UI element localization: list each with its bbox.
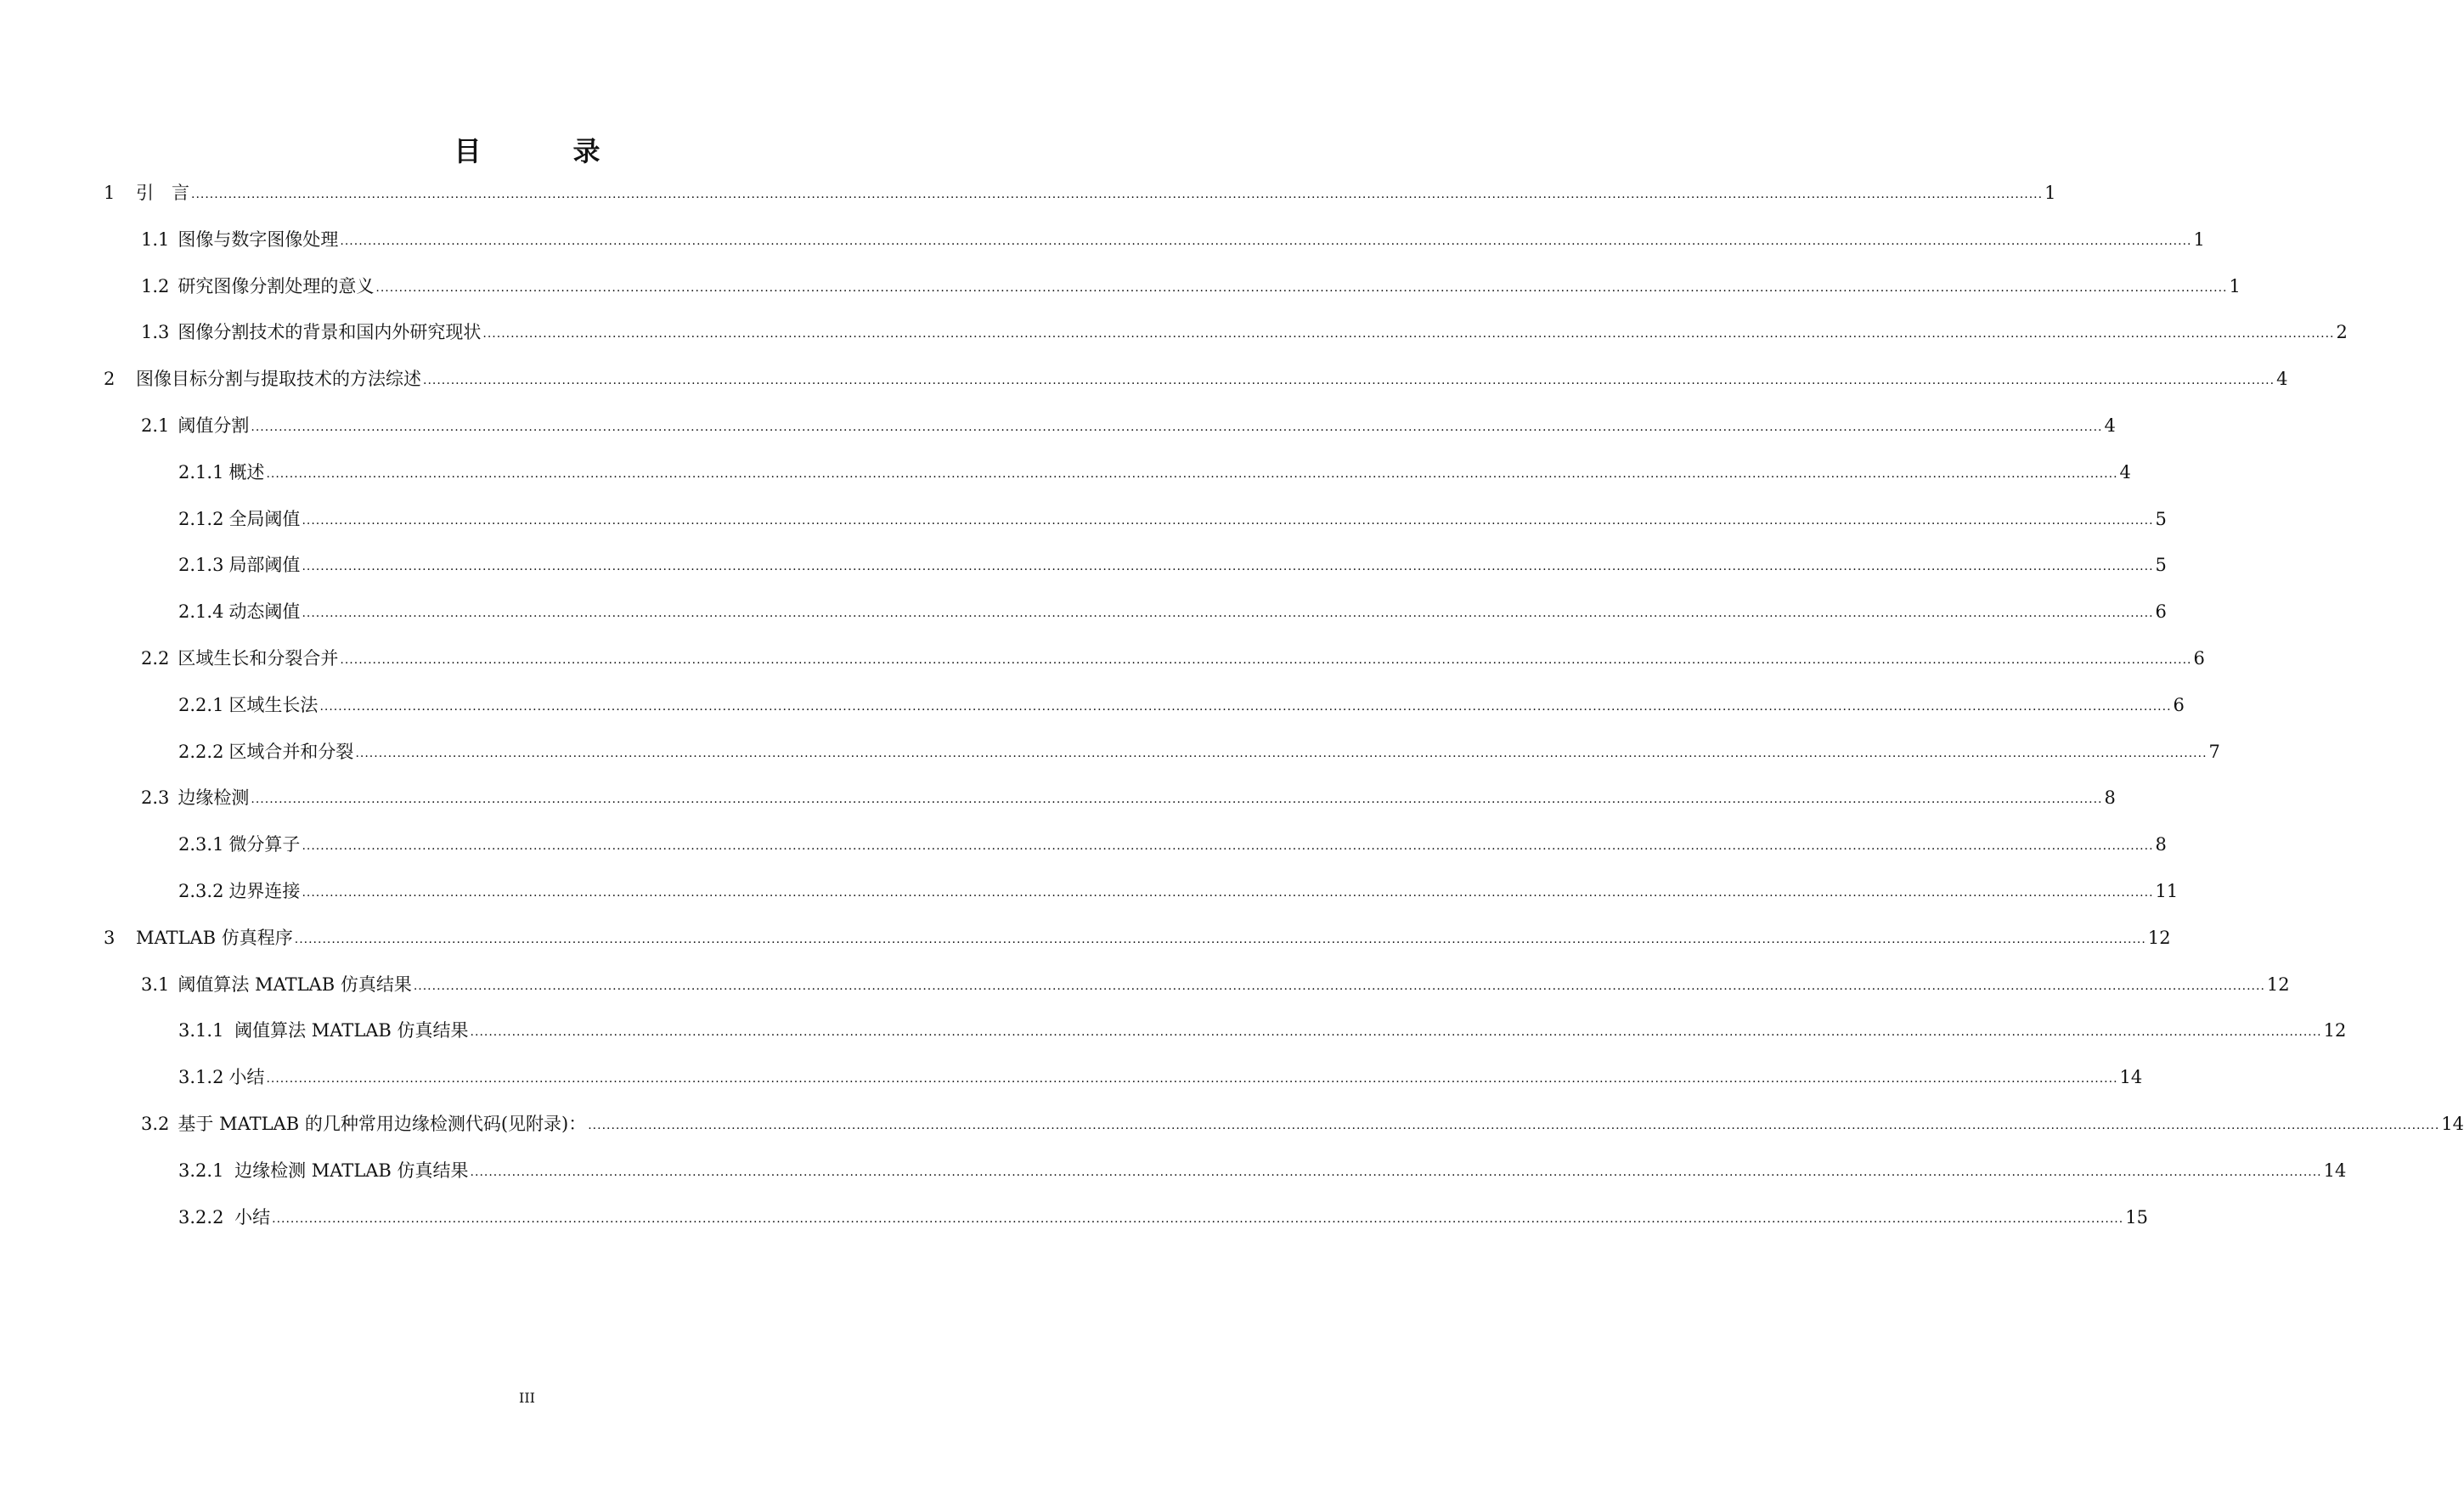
toc-entry[interactable] — [178, 1199, 2148, 1228]
toc-entry-title: MATLAB 仿真程序 — [136, 927, 293, 948]
toc-entry-number: 3.1.2 — [178, 1067, 224, 1088]
toc-entry-page-number: 1 — [2044, 183, 2056, 203]
toc-entry-number: 1 — [104, 183, 116, 203]
toc-entry[interactable] — [178, 594, 2167, 623]
toc-entry[interactable] — [104, 175, 2056, 204]
toc-entry-number: 2.2 — [141, 648, 170, 669]
toc-dot-leader: ................................................................................................................................................................................................................................................................................................................................................................................................................ — [319, 699, 2172, 714]
toc-entry[interactable] — [104, 920, 2171, 949]
toc-entry-page-number: 11 — [2155, 881, 2179, 901]
toc-dot-leader: ................................................................................................................................................................................................................................................................................................................................................................................................................ — [413, 979, 2265, 993]
toc-entry-number: 2.1.3 — [178, 555, 224, 576]
toc-dot-leader: ................................................................................................................................................................................................................................................................................................................................................................................................................ — [470, 1165, 2322, 1179]
toc-entry-page-number: 14 — [2323, 1160, 2347, 1181]
toc-entry[interactable] — [178, 501, 2167, 530]
toc-entry-page-number: 5 — [2155, 508, 2167, 529]
toc-dot-leader: ................................................................................................................................................................................................................................................................................................................................................................................................................ — [266, 1072, 2118, 1086]
toc-entry-title: 边缘检测 MATLAB 仿真结果 — [228, 1160, 469, 1181]
toc-entry-page-number: 15 — [2125, 1206, 2148, 1228]
toc-dot-leader: ................................................................................................................................................................................................................................................................................................................................................................................................................ — [302, 607, 2154, 621]
toc-title: 目 录 — [454, 135, 633, 167]
toc-entry-title: 微分算子 — [228, 834, 301, 855]
toc-entry-page-number: 8 — [2104, 787, 2116, 809]
toc-entry[interactable] — [141, 641, 2205, 669]
toc-entry-page-number: 4 — [2276, 369, 2288, 390]
toc-entry-number: 2.3 — [141, 787, 170, 809]
toc-entry-page-number: 12 — [2323, 1020, 2347, 1041]
toc-entry-title: 基于 MATLAB 的几种常用边缘检测代码(见附录)： — [178, 1114, 587, 1134]
toc-entry[interactable] — [178, 734, 2220, 763]
toc-dot-leader: ................................................................................................................................................................................................................................................................................................................................................................................................................ — [482, 327, 2335, 341]
toc-entry[interactable] — [178, 1153, 2347, 1182]
toc-entry-page-number: 6 — [2193, 648, 2205, 669]
toc-entry[interactable] — [141, 222, 2205, 251]
toc-entry-page-number: 12 — [2266, 974, 2290, 995]
toc-entry-page-number: 1 — [2193, 229, 2205, 250]
toc-entry-page-number: 14 — [2441, 1114, 2464, 1134]
toc-entry[interactable] — [141, 967, 2290, 996]
toc-entry-page-number: 2 — [2336, 322, 2348, 343]
toc-dot-leader: ................................................................................................................................................................................................................................................................................................................................................................................................................ — [340, 234, 2192, 248]
toc-entry[interactable] — [178, 1059, 2143, 1088]
toc-entry-number: 2.3.1 — [178, 834, 224, 855]
toc-dot-leader: ................................................................................................................................................................................................................................................................................................................................................................................................................ — [340, 653, 2192, 667]
toc-entry-number: 3.2.2 — [178, 1206, 224, 1228]
toc-dot-leader: ................................................................................................................................................................................................................................................................................................................................................................................................................ — [423, 374, 2275, 388]
toc-entry-page-number: 6 — [2173, 694, 2185, 715]
toc-dot-leader: ................................................................................................................................................................................................................................................................................................................................................................................................................ — [302, 513, 2154, 528]
toc-entry-title: 边缘检测 — [178, 787, 250, 809]
toc-entry-title: 概述 — [228, 461, 265, 483]
toc-entry-title: 动态阈值 — [228, 601, 301, 623]
page-number-footer: III — [519, 1390, 535, 1406]
toc-entry-page-number: 4 — [2119, 461, 2131, 483]
toc-entry-page-number: 14 — [2119, 1067, 2143, 1088]
toc-entry[interactable] — [141, 268, 2241, 297]
toc-entry[interactable] — [178, 873, 2179, 902]
toc-entry[interactable] — [178, 1013, 2347, 1041]
toc-entry-title: 小结 — [228, 1206, 271, 1228]
toc-dot-leader: ................................................................................................................................................................................................................................................................................................................................................................................................................ — [375, 280, 2228, 295]
toc-entry-title: 局部阈值 — [228, 555, 301, 576]
toc-entry-page-number: 6 — [2155, 601, 2167, 623]
toc-entry-page-number: 7 — [2208, 741, 2220, 762]
toc-entry-number: 3.2.1 — [178, 1160, 224, 1181]
toc-entry-number: 3 — [104, 927, 116, 948]
toc-dot-leader: ................................................................................................................................................................................................................................................................................................................................................................................................................ — [251, 793, 2103, 807]
toc-entry-title: 阈值分割 — [178, 415, 250, 436]
toc-entry-page-number: 5 — [2155, 555, 2167, 576]
toc-entry-number: 2 — [104, 369, 116, 390]
toc-entry-title: 小结 — [228, 1067, 265, 1088]
toc-entry[interactable] — [141, 780, 2116, 809]
toc-dot-leader: ................................................................................................................................................................................................................................................................................................................................................................................................................ — [272, 1211, 2124, 1226]
toc-entry-number: 2.1.1 — [178, 461, 224, 483]
toc-entry-page-number: 1 — [2229, 275, 2241, 296]
toc-entry[interactable] — [178, 827, 2167, 855]
toc-entry-page-number: 4 — [2104, 415, 2116, 436]
toc-entry[interactable] — [178, 687, 2185, 716]
toc-entry-page-number: 12 — [2147, 927, 2171, 948]
toc-dot-leader: ................................................................................................................................................................................................................................................................................................................................................................................................................ — [266, 466, 2118, 481]
toc-entry-number: 2.2.2 — [178, 741, 224, 762]
toc-entry-number: 2.2.1 — [178, 694, 224, 715]
toc-entry[interactable] — [141, 1106, 2464, 1135]
toc-entry-title: 阈值算法 MATLAB 仿真结果 — [178, 974, 412, 995]
toc-entry-number: 3.1.1 — [178, 1020, 224, 1041]
toc-entry-title: 全局阈值 — [228, 508, 301, 529]
toc-entry[interactable] — [104, 361, 2288, 390]
toc-dot-leader: ................................................................................................................................................................................................................................................................................................................................................................................................................ — [302, 886, 2154, 900]
toc-entry-number: 1.2 — [141, 275, 170, 296]
toc-entry[interactable] — [178, 454, 2131, 483]
toc-entry-title: 区域合并和分裂 — [228, 741, 354, 762]
toc-entry-number: 3.2 — [141, 1114, 170, 1134]
toc-dot-leader: ................................................................................................................................................................................................................................................................................................................................................................................................................ — [470, 1025, 2322, 1040]
toc-entry-number: 2.1.2 — [178, 508, 224, 529]
toc-dot-leader: ................................................................................................................................................................................................................................................................................................................................................................................................................ — [251, 420, 2103, 434]
toc-entry-title: 图像与数字图像处理 — [178, 229, 339, 250]
toc-entry-title: 边界连接 — [228, 881, 301, 901]
toc-entry-number: 2.3.2 — [178, 881, 224, 901]
toc-entry-title: 区域生长法 — [228, 694, 319, 715]
toc-entry-number: 2.1 — [141, 415, 170, 436]
toc-dot-leader: ................................................................................................................................................................................................................................................................................................................................................................................................................ — [302, 839, 2154, 854]
toc-dot-leader: ................................................................................................................................................................................................................................................................................................................................................................................................................ — [355, 746, 2207, 760]
toc-entry-number: 1.1 — [141, 229, 170, 250]
toc-entry-title: 阈值算法 MATLAB 仿真结果 — [228, 1020, 469, 1041]
toc-entry-number: 3.1 — [141, 974, 170, 995]
toc-entry-page-number: 8 — [2155, 834, 2167, 855]
toc-entry-title: 研究图像分割处理的意义 — [178, 275, 375, 296]
toc-dot-leader: ................................................................................................................................................................................................................................................................................................................................................................................................................ — [294, 932, 2146, 946]
toc-dot-leader: ................................................................................................................................................................................................................................................................................................................................................................................................................ — [588, 1119, 2440, 1132]
toc-entry-title: 图像目标分割与提取技术的方法综述 — [136, 369, 421, 390]
toc-entry[interactable] — [141, 314, 2348, 343]
toc-entry[interactable] — [141, 408, 2116, 437]
toc-entry-number: 1.3 — [141, 322, 170, 343]
toc-entry-title: 图像分割技术的背景和国内外研究现状 — [178, 322, 482, 343]
toc-entry-title: 引 言 — [136, 183, 189, 203]
toc-entry-title: 区域生长和分裂合并 — [178, 648, 339, 669]
toc-entry[interactable] — [178, 547, 2167, 576]
toc-dot-leader: ................................................................................................................................................................................................................................................................................................................................................................................................................ — [302, 560, 2154, 574]
toc-dot-leader: ................................................................................................................................................................................................................................................................................................................................................................................................................ — [191, 188, 2044, 201]
toc-entry-number: 2.1.4 — [178, 601, 224, 623]
